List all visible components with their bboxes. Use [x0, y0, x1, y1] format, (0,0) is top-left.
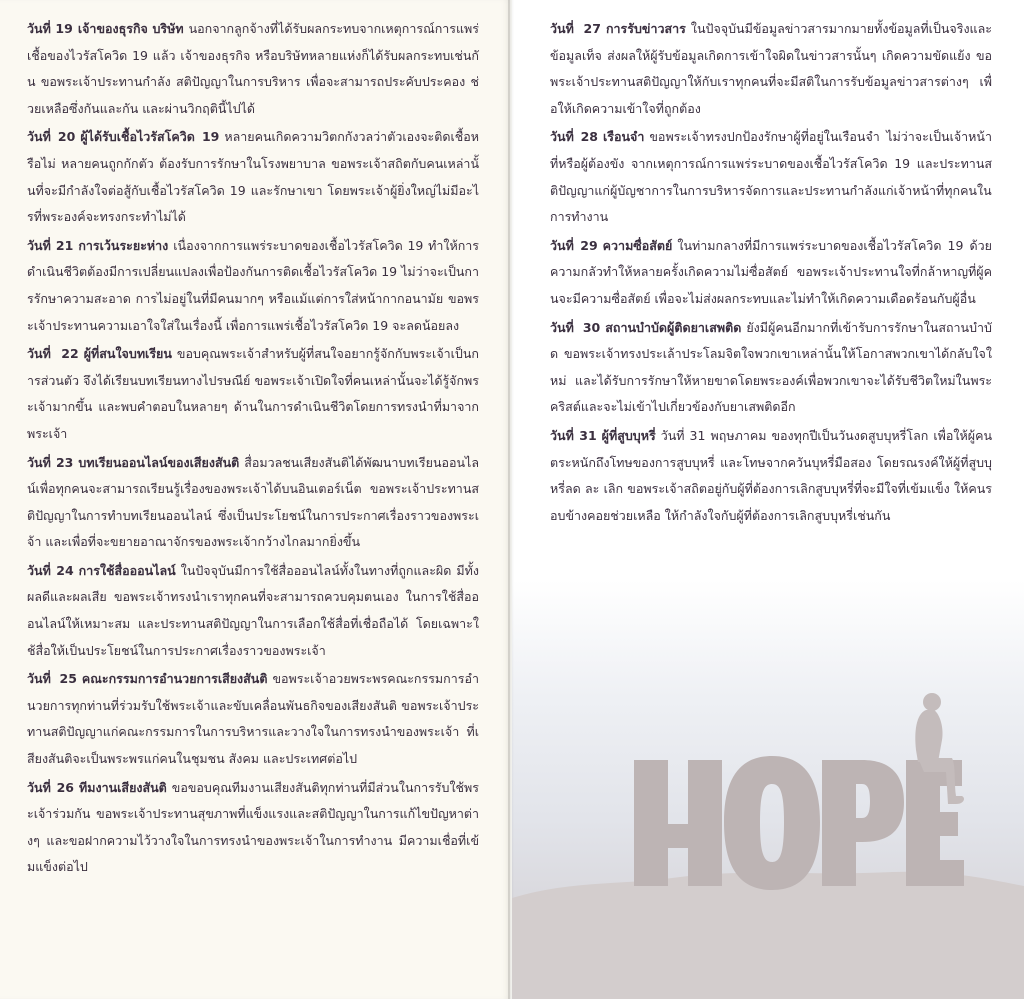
- entry-title: เจ้าของธุรกิจ บริษัท: [77, 21, 184, 36]
- prayer-entry-day-20: [27, 124, 479, 230]
- entry-body: เนื่องจากการแพร่ระบาดของเชื้อไวรัสโควิด 19 ทำให้การดำเนินชีวิตต้องมีการเปลี่ยนแปลงเพื่อป้องกันการติดเชื้อไวรัสโควิด 19 ไม่ว่าจะเป็นการรักษาความสะอาด การไม่อยู่ในที่มีคนมากๆ หรือแม้แต่การใส่หน้ากากอนามัย ขอพระเจ้าประทานความเอาใจใส่ในเรื่องนี้ เพื่อการแพร่เชื้อไวรัสโควิด 19 จะลดน้อยลง: [27, 237, 480, 333]
- entry-body: ในปัจจุบันมีการใช้สื่อออนไลน์ทั้งในทางที่ถูกและผิด มีทั้งผลดีและผลเสีย ขอพระเจ้าทรงนำเราทุกคนที่จะสามารถควบคุมตนเอง ในการใช้สื่อออนไลน์ให้เหมาะสม และประทานสติปัญญาในการเลือกใช้สื่อที่เชื่อถือได้ โดยเฉพาะใช้สื่อให้เป็นประโยชน์ในการประกาศเรื่องราวของพระเจ้า: [27, 562, 479, 658]
- prayer-entry-day-27: [550, 16, 992, 122]
- prayer-entry-day-31: [550, 423, 992, 529]
- entry-body: ขอพระเจ้าอวยพระพรคณะกรรมการอำนวยการทุกท่านที่ร่วมรับใช้พระเจ้าและขับเคลื่อนพันธกิจของเสียงสันติ ขอพระเจ้าประทานสติปัญญาแก่คณะกรรมการในการบริหารและวางใจในการทรงนำของพระเจ้า ที่เสียงสันติจะเป็นพระพรแก่คนในชุมชน สังคม และประเทศต่อไป: [27, 671, 479, 767]
- entry-title: ทีมงานเสียงสันติ: [79, 779, 167, 795]
- hope-letter-h: [634, 760, 722, 886]
- left-prayer-column: [27, 16, 479, 883]
- entry-title: การรับข่าวสาร: [605, 21, 686, 36]
- prayer-entry-day-19: [27, 16, 479, 122]
- entry-day: วันที่ 27: [550, 21, 601, 36]
- entry-day: วันที่ 21: [27, 237, 74, 253]
- prayer-entry-day-21: [27, 233, 479, 339]
- entry-day: วันที่ 25: [27, 671, 77, 687]
- hill-shape: [512, 872, 1024, 999]
- entry-body: หลายคนเกิดความวิตกกังวลว่าตัวเองจะติดเชื้อหรือไม่ หลายคนถูกกักตัว ต้องรับการรักษาในโรงพยาบาล ขอพระเจ้าสถิตกับคนเหล่านั้นที่จะมีกำลังใจต่อสู้กับเชื้อไวรัสโควิด 19 และรักษาเขา โดยพระเจ้าผู้ยิ่งใหญ่ไม่มีอะไรที่พระองค์จะทรงกระทำไม่ได้: [27, 129, 479, 225]
- entry-title: คณะกรรมการอำนวยการเสียงสันติ: [81, 671, 268, 687]
- entry-day: วันที่ 31: [550, 427, 597, 443]
- entry-day: วันที่ 30: [550, 319, 601, 335]
- hope-letters: [634, 756, 964, 890]
- entry-body: ยังมีผู้คนอีกมากที่เข้ารับการรักษาในสถานบำบัด ขอพระเจ้าทรงประเล้าประโลมจิตใจพวกเขาเหล่านั้นให้โอกาสพวกเขาได้กลับใจใหม่ และได้รับการรักษาให้หายขาดโดยพระองค์เพื่อพวกเขาจะได้รับชีวิตใหม่ในพระคริสต์และจะไม่เข้าไปเกี่ยวข้องกับยาเสพติดอีก: [550, 319, 992, 415]
- entry-day: วันที่ 19: [27, 21, 73, 36]
- entry-title: บทเรียนออนไลน์ของเสียงสันติ: [78, 454, 240, 470]
- entry-title: การเว้นระยะห่าง: [78, 237, 169, 253]
- entry-body: นอกจากลูกจ้างที่ได้รับผลกระทบจากเหตุการณ์การแพร่เชื้อของไวรัสโควิด 19 แล้ว เจ้าของธุรกิจ หรือบริษัทหลายแห่งก็ได้รับผลกระทบเช่นกัน ขอพระเจ้าประทานกำลัง สติปัญญาในการบริหาร เพื่อจะสามารถประคับประคอง ช่วยเหลือซึ่งกันและกัน และผ่านวิกฤตินี้ไปได้: [27, 21, 479, 116]
- prayer-entry-day-24: [27, 558, 479, 664]
- entry-body: ขอบคุณพระเจ้าสำหรับผู้ที่สนใจอยากรู้จักกับพระเจ้าเป็นการส่วนตัว จึงได้เรียนบทเรียนทางไปรษณีย์ ขอพระเจ้าเปิดใจที่คนเหล่านั้นจะได้รู้จักพระเจ้ามากขึ้น และพบคำตอบในหลายๆ ด้านในการดำเนินชีวิตโดยการทรงนำที่มาจากพระเจ้า: [27, 346, 479, 441]
- entry-title: การใช้สื่อออนไลน์: [78, 562, 176, 578]
- entry-title: ผู้ได้รับเชื้อไวรัสโควิด 19: [80, 129, 220, 145]
- prayer-entry-day-25: [27, 666, 479, 772]
- hope-letter-e: [906, 760, 964, 886]
- entry-day: วันที่ 29: [550, 237, 598, 253]
- entry-body: ขอขอบคุณทีมงานเสียงสันติทุกท่านที่มีส่วนในการรับใช้พระเจ้าร่วมกัน ขอพระเจ้าประทานสุขภาพที่แข็งแรงและสติปัญญาในการแก้ไขปัญหาต่างๆ และขอฝากความไว้วางใจในการทรงนำของพระเจ้าในการทำงาน มีความเชื่อที่เข้มแข็งต่อไป: [27, 779, 479, 875]
- right-prayer-column: [550, 16, 992, 531]
- prayer-entry-day-29: [550, 233, 992, 313]
- entry-day: วันที่ 26: [27, 779, 75, 795]
- prayer-entry-day-23: [27, 450, 479, 556]
- person-body: [915, 710, 942, 762]
- entry-title: ผู้ที่สนใจบทเรียน: [83, 346, 172, 362]
- entry-body: ในปัจจุบันมีข้อมูลข่าวสารมากมายทั้งข้อมูลที่เป็นจริงและข้อมูลเท็จ ส่งผลให้ผู้รับข้อมูลเกิดการเข้าใจผิดในข่าวสารนั้นๆ เกิดความขัดแย้ง ขอพระเจ้าประทานสติปัญญาให้กับเราทุกคนที่จะมีสติในการรับข้อมูลข่าวสารต่างๆ เพื่อให้เกิดความเข้าใจที่ถูกต้อง: [550, 21, 992, 116]
- person-head: [923, 693, 941, 711]
- entry-title: ผู้ที่สูบบุหรี่: [601, 427, 656, 443]
- entry-day: วันที่ 20: [27, 129, 76, 145]
- entry-title: สถานบำบัดผู้ติดยาเสพติด: [605, 319, 742, 335]
- entry-day: วันที่ 28: [550, 129, 598, 145]
- hope-letter-p: [822, 760, 904, 886]
- hope-letter-o: [724, 756, 820, 890]
- prayer-entry-day-22: [27, 341, 479, 447]
- entry-body: วันที่ 31 พฤษภาคม ของทุกปีเป็นวันงดสูบบุหรี่โลก เพื่อให้ผู้คนตระหนักถึงโทษของการสูบบุหรี่ และโทษจากควันบุหรี่มือสอง โดยรณรงค์ให้ผู้ที่สูบบุหรี่ลด ละ เลิก ขอพระเจ้าสถิตอยู่กับผู้ที่ต้องการเลิกสูบบุหรี่ที่จะมีใจที่เข้มแข็ง ให้คนรอบข้างคอยช่วยเหลือ ให้กำลังใจกับผู้ที่ต้องการเลิกสูบบุหรี่เช่นกัน: [550, 427, 992, 523]
- hope-illustration: [512, 680, 1024, 999]
- prayer-entry-day-28: [550, 124, 992, 230]
- entry-day: วันที่ 23: [27, 454, 74, 470]
- entry-day: วันที่ 22: [27, 346, 79, 362]
- entry-title: ความซื่อสัตย์: [602, 237, 673, 253]
- prayer-entry-day-30: [550, 315, 992, 421]
- entry-day: วันที่ 24: [27, 562, 74, 578]
- entry-body: สื่อมวลชนเสียงสันติได้พัฒนาบทเรียนออนไลน์เพื่อทุกคนจะสามารถเรียนรู้เรื่องของพระเจ้าได้บนอินเตอร์เน็ต ขอพระเจ้าประทานสติปัญญาในการทำบทเรียนออนไลน์ ซึ่งเป็นประโยชน์ในการประกาศเรื่องราวของพระเจ้า และเพื่อที่จะขยายอาณาจักรของพระเจ้ากว้างไกลมากยิ่งขึ้น: [27, 454, 479, 550]
- entry-body: ในท่ามกลางที่มีการแพร่ระบาดของเชื้อไวรัสโควิด 19 ด้วยความกลัวทำให้หลายครั้งเกิดความไม่ซื่อสัตย์ ขอพระเจ้าประทานใจที่กล้าหาญที่ผู้คนจะมีความซื่อสัตย์ เพื่อจะไม่ส่งผลกระทบและไม่ทำให้เกิดความเดือดร้อนกับผู้อื่น: [550, 237, 992, 306]
- entry-body: ขอพระเจ้าทรงปกป้องรักษาผู้ที่อยู่ในเรือนจำ ไม่ว่าจะเป็นเจ้าหน้าที่หรือผู้ต้องขัง จากเหตุการณ์การแพร่ระบาดของเชื้อไวรัสโควิด 19 และประทานสติปัญญาแก่ผู้บัญชาการในการบริหารจัดการและประทานกำลังแก่เจ้าหน้าที่ทุกคนในการทำงาน: [550, 129, 992, 225]
- prayer-entry-day-26: [27, 775, 479, 881]
- entry-title: เรือนจำ: [603, 129, 645, 145]
